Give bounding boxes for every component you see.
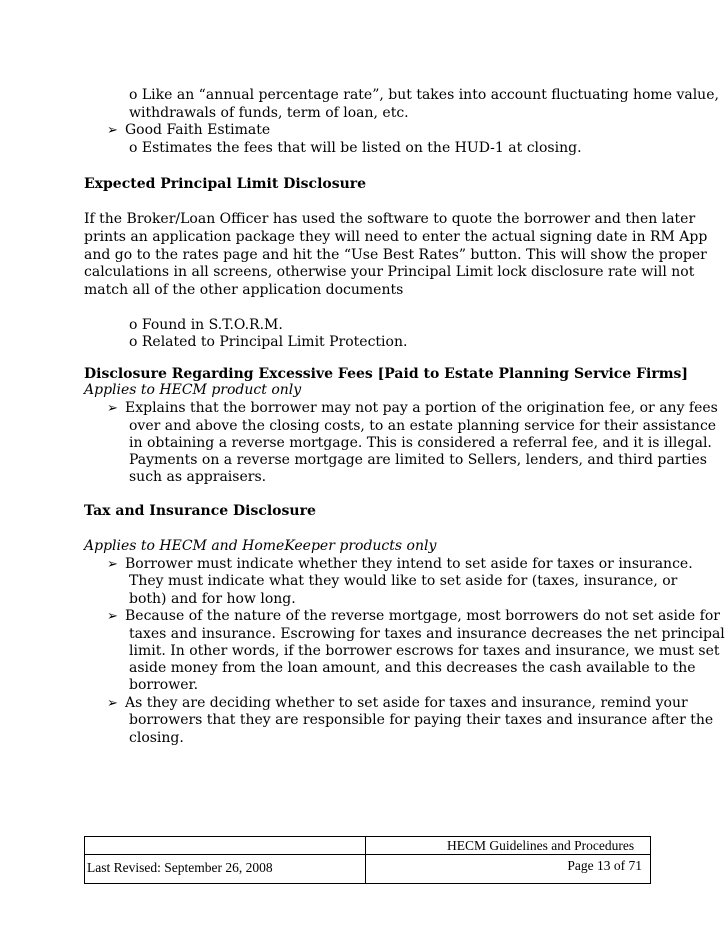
arrow-bullet-icon: ➢ xyxy=(107,557,118,572)
sub-bullet-apr-cont: withdrawals of funds, term of loan, etc. xyxy=(129,105,409,121)
bullet-cont-line: borrowers that they are responsible for paying their taxes and insurance after the xyxy=(129,712,714,728)
bullet-cont-line: in obtaining a reverse mortgage. This is considered a referral fee, and it is illegal. xyxy=(129,435,712,451)
bullet-text: As they are deciding whether to set aside for taxes and insurance, remind your xyxy=(125,695,688,711)
arrow-bullet-icon: ➢ xyxy=(107,401,118,416)
bullet-cont-line: over and above the closing costs, to an estate planning service for their assistance xyxy=(129,418,717,434)
bullet-text: Borrower must indicate whether they intend to set aside for taxes or insurance. xyxy=(125,556,693,572)
footer-doc-title: HECM Guidelines and Procedures xyxy=(447,838,635,853)
bullet-cont-line: closing. xyxy=(129,730,184,746)
applies-to-note: Applies to HECM and HomeKeeper products only xyxy=(84,538,437,554)
sub-bullet-storm: o Found in S.T.O.R.M. xyxy=(129,317,283,333)
footer-last-revised: Last Revised: September 26, 2008 xyxy=(87,860,273,875)
bullet-text: Good Faith Estimate xyxy=(125,122,271,138)
sub-bullet-apr: o Like an “annual percentage rate”, but takes into account fluctuating home value, xyxy=(129,87,719,103)
bullet-cont-line: borrower. xyxy=(129,677,199,693)
paragraph-line: prints an application package they will need to enter the actual signing date in RM App xyxy=(84,229,708,245)
bullet-good-faith-estimate xyxy=(107,121,270,140)
sub-bullet-gfe: o Estimates the fees that will be listed on the HUD-1 at closing. xyxy=(129,140,582,156)
heading-expected-principal-limit: Expected Principal Limit Disclosure xyxy=(84,176,367,192)
footer-divider xyxy=(365,837,366,883)
sub-bullet-principal-limit: o Related to Principal Limit Protection. xyxy=(129,334,408,350)
page-footer xyxy=(84,836,651,884)
bullet-cont-line: Payments on a reverse mortgage are limited to Sellers, lenders, and third parties xyxy=(129,452,707,468)
bullet-cont-line: both) and for how long. xyxy=(129,591,296,607)
bullet-cont-line: such as appraisers. xyxy=(129,469,267,485)
bullet-excessive-fees xyxy=(107,399,718,418)
bullet-escrow xyxy=(107,607,720,626)
arrow-bullet-icon: ➢ xyxy=(107,609,118,624)
bullet-cont-line: aside money from the loan amount, and this decreases the cash available to the xyxy=(129,660,696,676)
bullet-cont-line: taxes and insurance. Escrowing for taxes and insurance decreases the net principal xyxy=(129,626,725,642)
arrow-bullet-icon: ➢ xyxy=(107,696,118,711)
bullet-cont-line: They must indicate what they would like to set aside for (taxes, insurance, or xyxy=(129,573,678,589)
bullet-cont-line: limit. In other words, if the borrower escrows for taxes and insurance, we must set xyxy=(129,643,720,659)
footer-divider xyxy=(85,854,650,855)
applies-to-note: Applies to HECM product only xyxy=(84,382,302,398)
paragraph-line: match all of the other application documents xyxy=(84,282,404,298)
footer-page-number: Page 13 of 71 xyxy=(567,858,642,873)
heading-excessive-fees: Disclosure Regarding Excessive Fees [Paid to Estate Planning Service Firms] xyxy=(84,366,689,382)
bullet-text: Because of the nature of the reverse mortgage, most borrowers do not set aside for xyxy=(125,608,720,624)
bullet-text: Explains that the borrower may not pay a portion of the origination fee, or any fees xyxy=(125,400,718,416)
arrow-bullet-icon: ➢ xyxy=(107,123,118,138)
heading-tax-insurance: Tax and Insurance Disclosure xyxy=(84,503,316,519)
paragraph-line: If the Broker/Loan Officer has used the software to quote the borrower and then later xyxy=(84,211,696,227)
paragraph-line: and go to the rates page and hit the “Use Best Rates” button. This will show the proper xyxy=(84,247,707,263)
paragraph-line: calculations in all screens, otherwise your Principal Limit lock disclosure rate will not xyxy=(84,264,695,280)
